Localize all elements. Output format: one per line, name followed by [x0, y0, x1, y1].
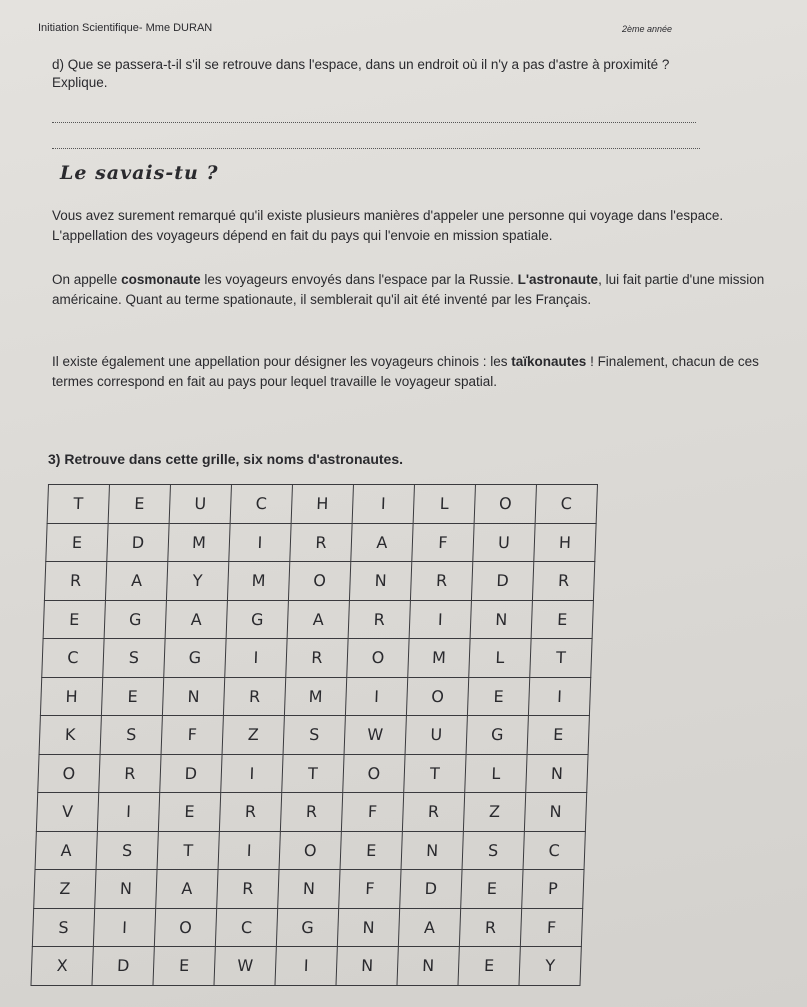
grid-row	[40, 677, 590, 716]
grid-cell[interactable]: F	[520, 908, 582, 947]
grid-cell[interactable]: C	[215, 908, 277, 947]
grid-cell[interactable]: U	[169, 485, 231, 524]
grid-cell[interactable]: N	[397, 947, 459, 986]
grid-cell[interactable]: F	[341, 793, 403, 832]
grid-cell[interactable]: D	[471, 562, 533, 601]
grid-cell[interactable]: S	[103, 639, 165, 678]
grid-cell[interactable]: H	[40, 677, 102, 716]
question-3: 3) Retrouve dans cette grille, six noms d'astronautes.	[48, 451, 403, 467]
grid-cell[interactable]: S	[100, 716, 162, 755]
grid-cell[interactable]: F	[339, 870, 401, 909]
grid-cell[interactable]: N	[95, 870, 157, 909]
grid-row	[39, 716, 589, 755]
grid-cell[interactable]: A	[165, 600, 227, 639]
grid-cell[interactable]: G	[226, 600, 288, 639]
grid-row	[35, 831, 585, 870]
grid-cell[interactable]: E	[458, 947, 520, 986]
text: ! Finalement, chacun de ces termes correspond en fait au pays pour lequel travaille le voyageur spatial.	[52, 354, 759, 389]
grid-cell[interactable]: K	[39, 716, 101, 755]
grid-cell[interactable]: R	[217, 870, 279, 909]
grid-cell[interactable]: T	[157, 831, 219, 870]
grid-cell[interactable]: M	[168, 523, 230, 562]
text: On appelle	[52, 272, 122, 287]
grid-cell[interactable]: C	[230, 485, 292, 524]
word-search-grid	[30, 484, 598, 986]
grid-cell[interactable]: E	[101, 677, 163, 716]
term-taikonautes: taïkonautes	[511, 354, 587, 369]
grid-cell[interactable]: E	[108, 485, 170, 524]
grid-cell[interactable]: N	[524, 793, 586, 832]
question-d: d) Que se passera-t-il s'il se retrouve dans l'espace, dans un endroit où il n'y a pas d'astre à proximité ? Explique.	[52, 57, 670, 90]
grid-cell[interactable]: N	[336, 947, 398, 986]
grid-cell[interactable]: Y	[519, 947, 581, 986]
grid-cell[interactable]: I	[275, 947, 337, 986]
grid-cell[interactable]: S	[462, 831, 524, 870]
grid-cell[interactable]: I	[229, 523, 291, 562]
grid-cell[interactable]: H	[534, 523, 596, 562]
grid-row	[31, 947, 581, 986]
grid-cell[interactable]: C	[523, 831, 585, 870]
text: Il existe également une appellation pour désigner les voyageurs chinois : les	[52, 354, 512, 369]
grid-cell[interactable]: I	[225, 639, 287, 678]
grid-cell[interactable]: R	[280, 793, 342, 832]
grid-cell[interactable]: C	[535, 485, 597, 524]
grid-cell[interactable]: A	[156, 870, 218, 909]
grid-cell[interactable]: D	[107, 523, 169, 562]
grid-cell[interactable]: C	[42, 639, 104, 678]
grid-cell[interactable]: A	[351, 523, 413, 562]
grid-cell[interactable]: F	[412, 523, 474, 562]
grid-cell[interactable]: A	[398, 908, 460, 947]
grid-cell[interactable]: T	[47, 485, 109, 524]
grid-cell[interactable]: N	[349, 562, 411, 601]
grid-cell[interactable]: E	[340, 831, 402, 870]
text: les voyageurs envoyés dans l'espace par la Russie.	[200, 272, 518, 287]
grid-cell[interactable]: T	[530, 639, 592, 678]
grid-cell[interactable]: A	[287, 600, 349, 639]
paragraph-3	[52, 352, 772, 392]
grid-row	[36, 793, 586, 832]
grid-cell[interactable]: D	[160, 754, 222, 793]
grid-cell[interactable]: E	[527, 716, 589, 755]
grid-cell[interactable]: R	[459, 908, 521, 947]
grid-cell[interactable]: N	[337, 908, 399, 947]
grid-cell[interactable]: M	[227, 562, 289, 601]
box-title: Le savais-tu ?	[60, 162, 219, 184]
term-astronaute: L'astronaute	[517, 272, 599, 287]
grid-cell[interactable]: I	[218, 831, 280, 870]
grid-cell[interactable]: R	[290, 523, 352, 562]
grid-cell[interactable]: I	[352, 485, 414, 524]
grid-cell[interactable]: A	[105, 562, 167, 601]
grid-cell[interactable]: L	[465, 754, 527, 793]
grid-cell[interactable]: F	[161, 716, 223, 755]
grid-cell[interactable]: I	[528, 677, 590, 716]
grid-cell[interactable]: O	[279, 831, 341, 870]
grid-cell[interactable]: W	[214, 947, 276, 986]
grid-row	[43, 600, 593, 639]
grid-cell[interactable]: T	[282, 754, 344, 793]
paragraph-1: Vous avez surement remarqué qu'il existe plusieurs manières d'appeler une personne qui voyage dans l'espace. L'appellation des voyageurs dépend en fait du pays qui l'envoie en mission spatiale.	[52, 208, 724, 243]
grid-cell[interactable]: O	[343, 754, 405, 793]
grid-cell[interactable]: G	[164, 639, 226, 678]
grid-cell[interactable]: E	[531, 600, 593, 639]
grid-cell[interactable]: Z	[34, 870, 96, 909]
grid-cell[interactable]: I	[93, 908, 155, 947]
grid-cell[interactable]: Y	[166, 562, 228, 601]
grid-cell[interactable]: I	[345, 677, 407, 716]
grid-cell[interactable]: N	[278, 870, 340, 909]
grid-cell[interactable]: R	[44, 562, 106, 601]
grid-cell[interactable]: V	[36, 793, 98, 832]
term-cosmonaute: cosmonaute	[121, 272, 201, 287]
grid-cell[interactable]: Z	[222, 716, 284, 755]
grid-cell[interactable]: U	[473, 523, 535, 562]
grid-cell[interactable]: X	[31, 947, 93, 986]
grid-cell[interactable]: L	[469, 639, 531, 678]
grid-row	[42, 639, 592, 678]
grid-cell[interactable]: S	[283, 716, 345, 755]
grid-cell[interactable]: W	[344, 716, 406, 755]
grid-cell[interactable]: O	[154, 908, 216, 947]
grid-row	[34, 870, 584, 909]
grid-cell[interactable]: R	[532, 562, 594, 601]
grid-cell[interactable]: R	[219, 793, 281, 832]
grid-cell[interactable]: T	[404, 754, 466, 793]
grid-cell[interactable]: M	[408, 639, 470, 678]
grid-cell[interactable]: O	[474, 485, 536, 524]
grid-cell[interactable]: P	[522, 870, 584, 909]
grid-cell[interactable]: S	[32, 908, 94, 947]
grid-cell[interactable]: R	[223, 677, 285, 716]
grade-label: 2ème année	[622, 24, 673, 34]
grid-cell[interactable]: G	[466, 716, 528, 755]
grid-cell[interactable]: L	[413, 485, 475, 524]
grid-cell[interactable]: E	[467, 677, 529, 716]
grid-cell[interactable]: I	[221, 754, 283, 793]
grid-cell[interactable]: R	[286, 639, 348, 678]
grid-row	[38, 754, 588, 793]
grid-row	[47, 485, 597, 524]
grid-cell[interactable]: N	[470, 600, 532, 639]
grid-cell[interactable]: N	[526, 754, 588, 793]
grid-row	[32, 908, 582, 947]
grid-cell[interactable]: O	[406, 677, 468, 716]
grid-cell[interactable]: R	[99, 754, 161, 793]
grid-cell[interactable]: O	[38, 754, 100, 793]
grid-cell[interactable]: H	[291, 485, 353, 524]
grid-cell[interactable]: E	[461, 870, 523, 909]
grid-cell[interactable]: E	[153, 947, 215, 986]
grid-row	[46, 523, 596, 562]
grid-cell[interactable]: I	[97, 793, 159, 832]
grid-cell[interactable]: D	[92, 947, 154, 986]
paragraph-2	[52, 270, 772, 310]
grid-cell[interactable]: R	[402, 793, 464, 832]
grid-cell[interactable]: M	[284, 677, 346, 716]
grid-cell[interactable]: U	[405, 716, 467, 755]
grid-cell[interactable]: G	[104, 600, 166, 639]
text: , lui fait partie d'une mission américaine. Quant au terme spationaute, il semblerait qu'il ait été inventé par les Français.	[52, 272, 765, 307]
grid-cell[interactable]: R	[348, 600, 410, 639]
grid-cell[interactable]: I	[409, 600, 471, 639]
grid-cell[interactable]: N	[401, 831, 463, 870]
grid-cell[interactable]: Z	[463, 793, 525, 832]
grid-cell[interactable]: A	[35, 831, 97, 870]
grid-cell[interactable]: E	[43, 600, 105, 639]
grid-cell[interactable]: O	[288, 562, 350, 601]
answer-line	[52, 122, 696, 123]
grid-row	[44, 562, 594, 601]
grid-cell[interactable]: O	[347, 639, 409, 678]
grid-cell[interactable]: S	[96, 831, 158, 870]
grid-cell[interactable]: D	[400, 870, 462, 909]
grid-cell[interactable]: E	[46, 523, 108, 562]
grid-cell[interactable]: R	[410, 562, 472, 601]
answer-line	[52, 148, 700, 149]
worksheet-header: Initiation Scientifique- Mme DURAN	[38, 22, 213, 34]
grid-cell[interactable]: E	[158, 793, 220, 832]
grid-cell[interactable]: G	[276, 908, 338, 947]
grid-cell[interactable]: N	[162, 677, 224, 716]
